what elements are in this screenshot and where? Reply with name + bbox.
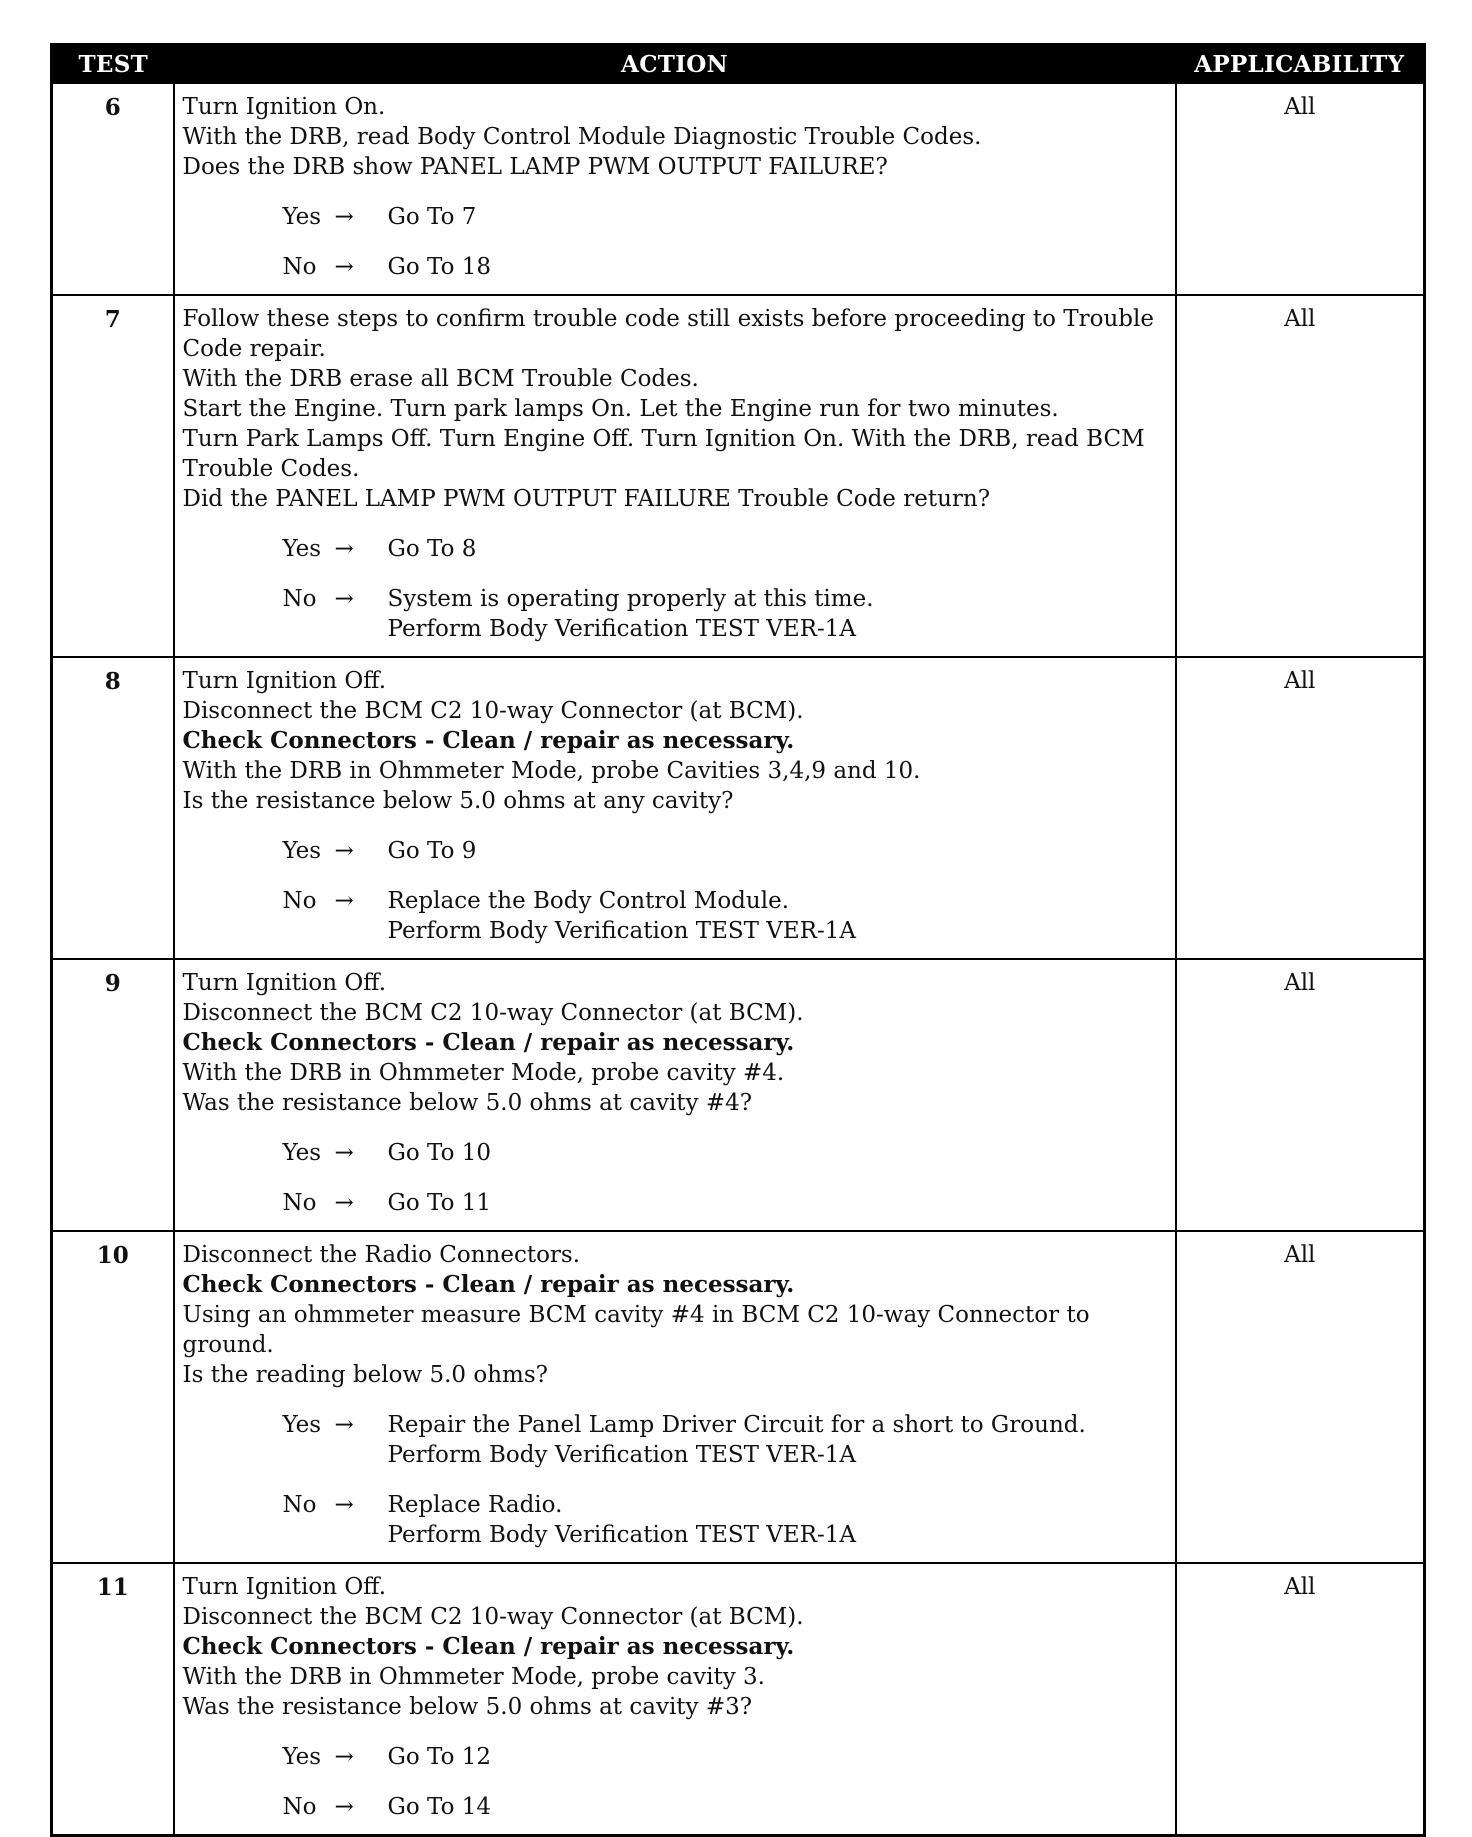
applicability-cell: All <box>1176 1563 1425 1836</box>
decision-options <box>183 202 1167 282</box>
decision-option <box>283 1410 1167 1470</box>
action-cell <box>174 83 1176 295</box>
action-instruction: Did the PANEL LAMP PWM OUTPUT FAILURE Trouble Code return? <box>182 486 991 512</box>
option-result <box>388 584 1167 644</box>
action-instruction: Was the resistance below 5.0 ohms at cavity #4? <box>182 1090 753 1116</box>
option-result-line: Perform Body Verification TEST VER-1A <box>387 616 857 642</box>
action-instruction: Turn Ignition Off. <box>182 1574 387 1600</box>
option-result-line: Go To 18 <box>387 254 492 280</box>
applicability-cell: All <box>1176 959 1425 1231</box>
decision-option <box>283 202 1167 232</box>
option-result-line: Perform Body Verification TEST VER-1A <box>387 918 857 944</box>
option-label: No <box>282 254 317 280</box>
arrow-right-icon: → <box>334 1190 354 1216</box>
action-instruction: With the DRB in Ohmmeter Mode, probe cavity #4. <box>182 1060 785 1086</box>
arrow-right-icon: → <box>334 838 354 864</box>
table-body <box>52 83 1425 1836</box>
option-label: No <box>282 1190 317 1216</box>
arrow-right-icon: → <box>334 1492 354 1518</box>
arrow-right-icon: → <box>334 1744 354 1770</box>
test-number: 8 <box>52 657 174 959</box>
decision-option <box>283 1138 1167 1168</box>
decision-option <box>283 1742 1167 1772</box>
test-number: 10 <box>52 1231 174 1563</box>
decision-option <box>283 534 1167 564</box>
arrow-right-icon: → <box>334 1412 354 1438</box>
option-result <box>388 1792 1167 1822</box>
option-result <box>388 1188 1167 1218</box>
option-result <box>388 202 1167 232</box>
action-instruction-emphasis: Check Connectors - Clean / repair as necessary. <box>182 727 795 754</box>
decision-option <box>283 836 1167 866</box>
table-header <box>52 45 1425 84</box>
arrow-right-icon: → <box>334 254 354 280</box>
option-result-line: Repair the Panel Lamp Driver Circuit for a short to Ground. <box>387 1412 1086 1438</box>
action-instruction: Turn Ignition On. <box>182 94 386 120</box>
option-result-line: Perform Body Verification TEST VER-1A <box>387 1442 857 1468</box>
decision-options <box>183 1138 1167 1218</box>
option-result <box>388 1490 1167 1550</box>
option-label: No <box>282 586 317 612</box>
table-row <box>52 295 1425 657</box>
applicability-cell: All <box>1176 83 1425 295</box>
applicability-cell: All <box>1176 295 1425 657</box>
action-cell <box>174 1563 1176 1836</box>
action-cell <box>174 295 1176 657</box>
arrow-right-icon: → <box>334 1794 354 1820</box>
action-instruction: Turn Ignition Off. <box>182 668 387 694</box>
action-instruction: Is the resistance below 5.0 ohms at any cavity? <box>182 788 734 814</box>
arrow-right-icon: → <box>334 888 354 914</box>
table-row <box>52 1231 1425 1563</box>
option-label: Yes <box>282 838 322 864</box>
option-result-line: Perform Body Verification TEST VER-1A <box>387 1522 857 1548</box>
test-number: 7 <box>52 295 174 657</box>
arrow-right-icon: → <box>334 1140 354 1166</box>
option-result-line: System is operating properly at this time. <box>387 586 874 612</box>
action-instruction: Start the Engine. Turn park lamps On. Let the Engine run for two minutes. <box>182 396 1059 422</box>
applicability-cell: All <box>1176 657 1425 959</box>
option-label: Yes <box>282 1412 322 1438</box>
header-applicability: APPLICABILITY <box>1176 45 1425 84</box>
arrow-right-icon: → <box>334 204 354 230</box>
action-instruction: Turn Ignition Off. <box>182 970 387 996</box>
decision-options <box>183 1742 1167 1822</box>
action-instruction: Disconnect the BCM C2 10-way Connector (at BCM). <box>182 1000 804 1026</box>
action-instruction: Disconnect the BCM C2 10-way Connector (at BCM). <box>182 1604 804 1630</box>
option-result <box>388 1742 1167 1772</box>
decision-option <box>283 584 1167 644</box>
option-result-line: Go To 7 <box>387 204 477 230</box>
option-result <box>388 534 1167 564</box>
test-number: 9 <box>52 959 174 1231</box>
option-label: Yes <box>282 204 322 230</box>
option-result <box>388 1138 1167 1168</box>
table-row <box>52 83 1425 295</box>
decision-option <box>283 886 1167 946</box>
action-instruction-emphasis: Check Connectors - Clean / repair as necessary. <box>182 1271 795 1298</box>
decision-options <box>183 1410 1167 1550</box>
action-instruction: With the DRB erase all BCM Trouble Codes. <box>182 366 699 392</box>
option-label: Yes <box>282 536 322 562</box>
action-instruction: Follow these steps to confirm trouble code still exists before proceeding to Trouble Code repair. <box>182 306 1154 362</box>
option-label: No <box>282 1794 317 1820</box>
option-result <box>388 1410 1167 1470</box>
action-instruction: With the DRB in Ohmmeter Mode, probe cavity 3. <box>182 1664 765 1690</box>
option-result-line: Go To 12 <box>387 1744 492 1770</box>
option-label: Yes <box>282 1140 322 1166</box>
option-label: No <box>282 888 317 914</box>
decision-option <box>283 1792 1167 1822</box>
header-test: TEST <box>52 45 174 84</box>
action-instruction: Disconnect the BCM C2 10-way Connector (at BCM). <box>182 698 804 724</box>
arrow-right-icon: → <box>334 536 354 562</box>
table-row <box>52 959 1425 1231</box>
test-number: 6 <box>52 83 174 295</box>
action-cell <box>174 959 1176 1231</box>
option-result-line: Go To 11 <box>387 1190 492 1216</box>
decision-option <box>283 1490 1167 1550</box>
action-instruction: Was the resistance below 5.0 ohms at cavity #3? <box>182 1694 753 1720</box>
table-row <box>52 657 1425 959</box>
option-result-line: Replace the Body Control Module. <box>387 888 790 914</box>
action-instruction: With the DRB, read Body Control Module Diagnostic Trouble Codes. <box>182 124 982 150</box>
action-instruction: Does the DRB show PANEL LAMP PWM OUTPUT FAILURE? <box>182 154 888 180</box>
arrow-right-icon: → <box>334 586 354 612</box>
option-result-line: Go To 14 <box>387 1794 492 1820</box>
option-label: No <box>282 1492 317 1518</box>
option-result-line: Go To 8 <box>387 536 477 562</box>
decision-option <box>283 1188 1167 1218</box>
action-cell <box>174 657 1176 959</box>
action-instruction-emphasis: Check Connectors - Clean / repair as necessary. <box>182 1029 795 1056</box>
decision-option <box>283 252 1167 282</box>
table-row <box>52 1563 1425 1836</box>
option-result <box>388 886 1167 946</box>
decision-options <box>183 836 1167 946</box>
applicability-cell: All <box>1176 1231 1425 1563</box>
diagnostic-procedure-table <box>50 43 1426 1837</box>
action-instruction: Turn Park Lamps Off. Turn Engine Off. Turn Ignition On. With the DRB, read BCM Trouble Codes. <box>182 426 1145 482</box>
action-instruction: Disconnect the Radio Connectors. <box>182 1242 581 1268</box>
option-result-line: Go To 9 <box>387 838 477 864</box>
action-cell <box>174 1231 1176 1563</box>
action-instruction: Using an ohmmeter measure BCM cavity #4 in BCM C2 10-way Connector to ground. <box>182 1302 1090 1358</box>
action-instruction: With the DRB in Ohmmeter Mode, probe Cavities 3,4,9 and 10. <box>182 758 921 784</box>
action-instruction: Is the reading below 5.0 ohms? <box>182 1362 548 1388</box>
test-number: 11 <box>52 1563 174 1836</box>
header-action: ACTION <box>174 45 1176 84</box>
option-result-line: Go To 10 <box>387 1140 492 1166</box>
option-result <box>388 252 1167 282</box>
decision-options <box>183 534 1167 644</box>
option-label: Yes <box>282 1744 322 1770</box>
option-result-line: Replace Radio. <box>387 1492 563 1518</box>
option-result <box>388 836 1167 866</box>
action-instruction-emphasis: Check Connectors - Clean / repair as necessary. <box>182 1633 795 1660</box>
